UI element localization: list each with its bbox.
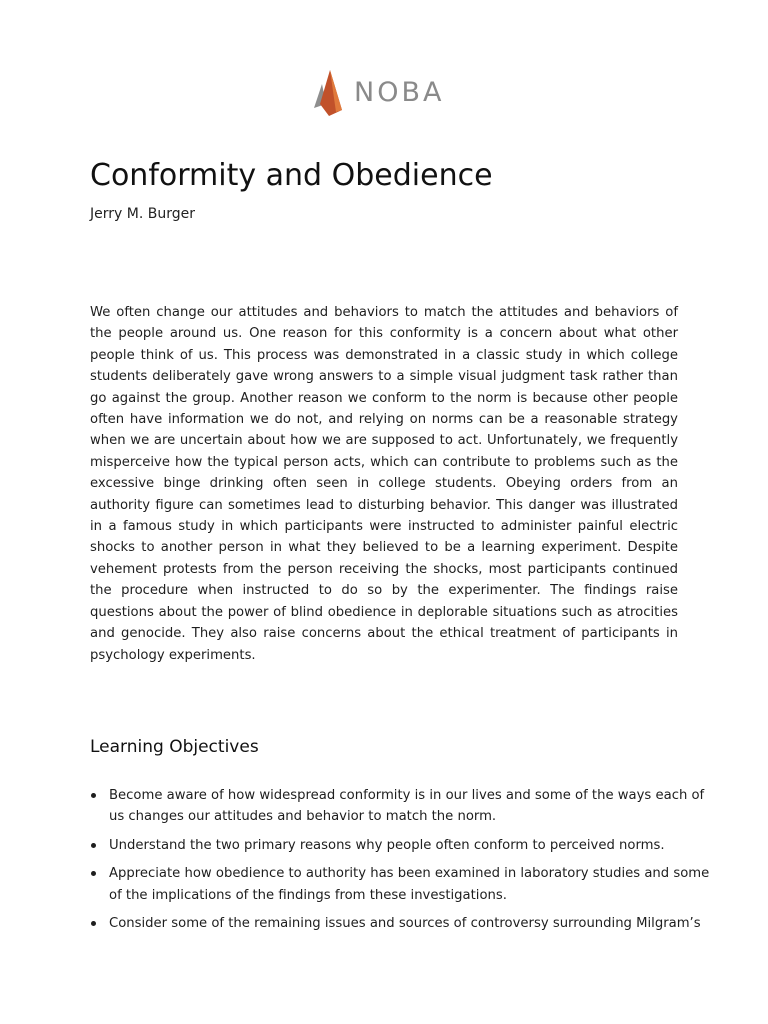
list-item-text: us changes our attitudes and behavior to match the norm. — [109, 809, 497, 825]
bullet-icon — [91, 843, 96, 848]
list-item — [90, 863, 710, 906]
list-item — [90, 835, 690, 856]
learning-objectives-heading: Learning Objectives — [90, 737, 259, 757]
list-item-text: Consider some of the remaining issues and sources of controversy surrounding Milgram’s — [109, 916, 701, 932]
list-item — [90, 785, 705, 828]
list-item-text: Understand the two primary reasons why people often conform to perceived norms. — [109, 837, 665, 853]
bullet-icon — [91, 793, 96, 798]
list-item — [90, 913, 701, 934]
noba-peak-logo-icon — [312, 70, 346, 116]
logo-wordmark: NOBA — [354, 77, 445, 108]
learning-objectives-list — [90, 785, 710, 941]
bullet-icon — [91, 921, 96, 926]
author-name: Jerry M. Burger — [90, 206, 195, 222]
list-item-text: of the implications of the findings from these investigations. — [109, 887, 507, 903]
abstract-paragraph: We often change our attitudes and behaviors to match the attitudes and behaviors of the people around us. One reason for this conformity is a concern about what other people think of us. This process was demonstrated in a classic study in which college students deliberately gave wrong answers to a simple visual judgment task rather than go against the group. Another reason we conform to the norm is because other people often have information we do not, and relying on norms can be a reasonable strategy when we are uncertain about how we are supposed to act. Unfortunately, we frequently misperceive how the typical person acts, which can contribute to problems such as the excessive binge drinking often seen in college students. Obeying orders from an authority figure can sometimes lead to disturbing behavior. This danger was illustrated in a famous study in which participants were instructed to administer painful electric shocks to another person in what they believed to be a learning experiment. Despite vehement protests from the person receiving the shocks, most participants continued the procedure when instructed to do so by the experimenter. The findings raise questions about the power of blind obedience in deplorable situations such as atrocities and genocide. They also raise concerns about the ethical treatment of participants in psychology experiments. — [90, 305, 678, 663]
page-title: Conformity and Obedience — [90, 158, 493, 193]
list-item-text: Become aware of how widespread conformity is in our lives and some of the ways each of — [109, 788, 705, 803]
noba-logo — [312, 70, 444, 116]
list-item-text: Appreciate how obedience to authority has been examined in laboratory studies and some — [109, 866, 710, 882]
bullet-icon — [91, 871, 96, 876]
